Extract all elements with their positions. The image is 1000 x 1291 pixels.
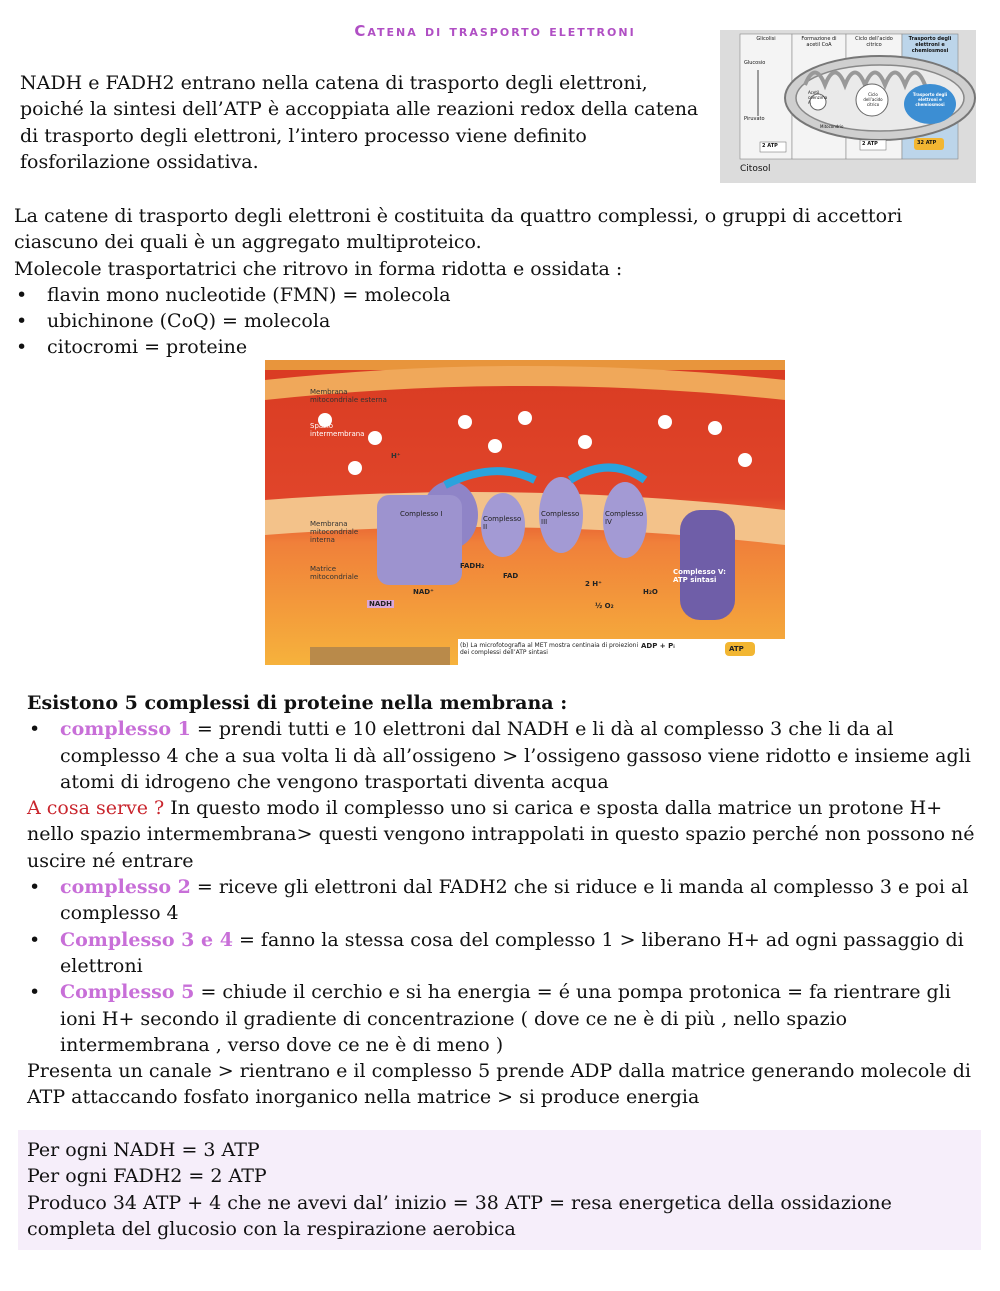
mito-atp-2: 2 ATP (862, 141, 878, 147)
etc-region-intermembrane: Spazio intermembrana (310, 422, 365, 438)
carriers-list (14, 282, 989, 361)
mito-atp-3: 32 ATP (917, 140, 937, 146)
list-item: • ubichinone (CoQ) = molecola (14, 308, 989, 334)
list-item (27, 874, 982, 927)
list-item (27, 716, 982, 795)
complex-2-label-text: complesso 2 (60, 876, 191, 899)
mito-label-citosol: Citosol (740, 164, 771, 174)
complex-2-label: Complesso II (483, 515, 522, 531)
fad-label: FAD (503, 572, 519, 580)
intro-paragraph: NADH e FADH2 entrano nella catena di trasporto degli elettroni, poiché la sintesi dell’ATP è accoppiata alle reazioni redox della catena di trasporto degli elettroni, l’intero processo viene definito fosforilazione ossidativa. (20, 72, 699, 173)
complexes-description (14, 203, 989, 361)
mito-label-piruvato: Piruvato (744, 116, 765, 122)
page-title: Catena di trasporto elettroni (354, 22, 636, 40)
question-paragraph (27, 795, 982, 874)
mito-label-trasporto: Trasporto degli elettroni e chemiosmosi (912, 92, 948, 107)
complex-34-label-text: Complesso 3 e 4 (60, 928, 233, 951)
etc-region-matrix: Matrice mitocondriale (310, 565, 359, 581)
complex-5-label: Complesso V: ATP sintasi (673, 568, 726, 584)
adp-label: ADP + Pᵢ (641, 642, 675, 650)
nadh-label: NADH (369, 600, 392, 608)
hplus-label: H⁺ (391, 452, 401, 460)
complex-5-text: = chiude il cerchio e si ha energia = é una pompa protonica = fa rientrare gli ioni H+ secondo il gradiente di concentrazione ( dove ce ne è di più , nello spazio intermembrana , verso dove ce ne è di meno ) (60, 981, 951, 1056)
mitochondrion-figure (720, 30, 976, 183)
complex-list-b (27, 874, 982, 1058)
complex-1-label-text: complesso 1 (60, 718, 191, 741)
question-label: A cosa serve ? (27, 797, 165, 820)
complex-1-label: Complesso I (400, 510, 443, 518)
list-item (27, 927, 982, 980)
etc-diagram (265, 360, 785, 665)
closing-paragraph: Presenta un canale > rientrano e il complesso 5 prende ADP dalla matrice generando molecole di ATP attaccando fosfato inorganico nella matrice > si produce energia (27, 1060, 971, 1109)
list-item: • citocromi = proteine (14, 334, 989, 360)
o2-label: ½ O₂ (595, 602, 614, 610)
question-text: In questo modo il complesso uno si carica e sposta dalla matrice un protone H+ nello spazio intermembrana> questi vengono intrappolati in questo spazio perché non possono né uscire né entrare (27, 797, 975, 872)
complex-3-label: Complesso III (541, 510, 580, 526)
twoh-label: 2 H⁺ (585, 580, 602, 588)
summary-total: Produco 34 ATP + 4 che ne avevi dal’ inizio = 38 ATP = resa energetica della ossidazione completa del glucosio con la respirazione aerobica (27, 1191, 892, 1240)
complex-5-label-text: Complesso 5 (60, 981, 195, 1004)
mito-atp-1: 2 ATP (762, 143, 778, 149)
list-item: • flavin mono nucleotide (FMN) = molecola (14, 282, 989, 308)
complex-4-label: Complesso IV (605, 510, 644, 526)
electron-transport-chain-figure (265, 360, 785, 665)
mito-label-acetil: Acetil coenzima A (808, 90, 828, 105)
atp-summary-box (18, 1130, 981, 1250)
complex-1-text: = prendi tutti e 10 elettroni dal NADH e li dà al complesso 3 che li da al complesso 4 che a sua volta li dà all’ossigeno > l’ossigeno gassoso viene ridotto e insieme agli atomi di idrogeno che vengono trasportati diventa acqua (60, 718, 971, 793)
list-item (27, 979, 982, 1058)
mito-header-1: Glicolisi (756, 36, 776, 42)
mito-label-mitocondrio: Mitocondrio (820, 124, 844, 129)
complex-list-a (27, 716, 982, 795)
h2o-label: H₂O (643, 588, 658, 596)
mito-header-3: Ciclo dell’acido citrico (855, 36, 893, 48)
mito-label-glucosio: Glucosio (744, 60, 766, 66)
etc-caption: (b) La microfotografia al MET mostra centinaia di proiezioni dei complessi dell’ATP sintasi (460, 642, 639, 656)
mito-header-2: Formazione di acetil CoA (801, 36, 837, 48)
etc-region-outer-membrane: Membrana mitocondriale esterna (310, 388, 387, 404)
five-complexes-section (27, 690, 982, 1111)
etc-definition: La catene di trasporto degli elettroni è costituita da quattro complessi, o gruppi di accettori ciascuno dei quali è un aggregato multiproteico. (14, 205, 903, 254)
summary-fadh2: Per ogni FADH2 = 2 ATP (27, 1165, 267, 1188)
etc-region-inner-membrane: Membrana mitocondriale interna (310, 520, 359, 544)
atp-label: ATP (729, 645, 744, 653)
section-heading: Esistono 5 complessi di proteine nella membrana : (27, 692, 568, 714)
complex-2-text: = riceve gli elettroni dal FADH2 che si riduce e li manda al complesso 3 e poi al complesso 4 (60, 876, 969, 925)
fadh2-label: FADH₂ (460, 562, 485, 570)
mito-header-4: Trasporto degli elettroni e chemiosmosi (908, 36, 952, 54)
carriers-intro: Molecole trasportatrici che ritrovo in forma ridotta e ossidata : (14, 257, 623, 280)
summary-nadh: Per ogni NADH = 3 ATP (27, 1139, 260, 1161)
nad-label: NAD⁺ (413, 588, 434, 596)
complex-34-text: = fanno la stessa cosa del complesso 1 > liberano H+ ad ogni passaggio di elettroni (60, 928, 964, 977)
mito-label-ciclo: Ciclo dell’acido citrico (863, 92, 883, 107)
